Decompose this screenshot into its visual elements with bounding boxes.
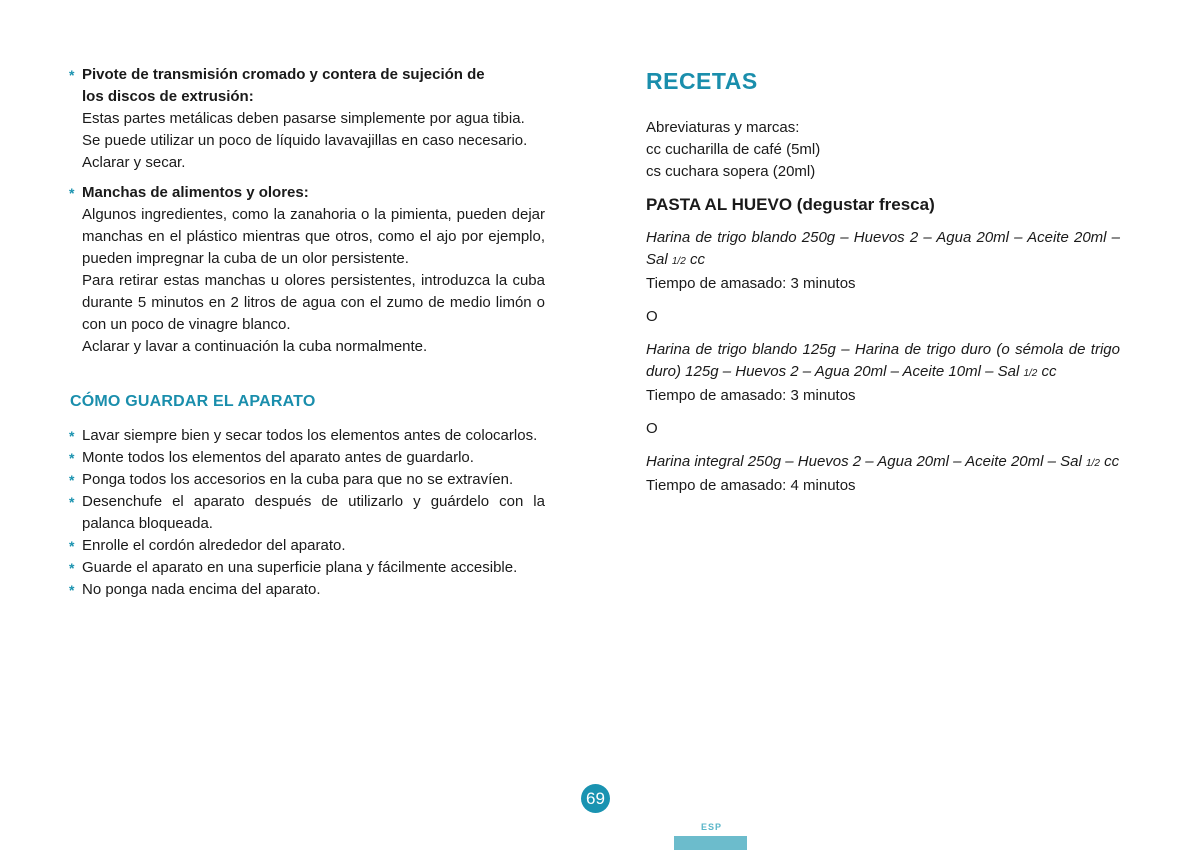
stains-body: Algunos ingredientes, como la zanahoria o la pimienta, pueden dejar manchas en el plástico mientras que otros, como el ajo por ejemplo, pueden impregnar la cuba de un olor persistente. [82, 206, 545, 267]
list-item: * No ponga nada encima del aparato. [70, 579, 545, 601]
asterisk-icon: * [69, 560, 75, 576]
asterisk-icon: * [69, 472, 75, 488]
abbrev-cs: cs cuchara sopera (20ml) [646, 163, 816, 180]
abbreviations [646, 117, 1120, 183]
asterisk-icon: * [69, 428, 75, 444]
recipe-ingredients: Harina integral 250g – Huevos 2 – Agua 20ml – Aceite 20ml – Sal 1/2 cc [646, 453, 1120, 470]
asterisk-icon: * [69, 67, 75, 83]
stains-title: Manchas de alimentos y olores: [82, 184, 309, 201]
recipe-time: Tiempo de amasado: 4 minutos [646, 477, 856, 494]
asterisk-icon: * [69, 494, 75, 510]
list-item: * Monte todos los elementos del aparato antes de guardarlo. [70, 447, 545, 469]
recipe-2 [646, 339, 1120, 407]
language-label: ESP [701, 822, 723, 832]
recipe-time: Tiempo de amasado: 3 minutos [646, 387, 856, 404]
abbrev-cc: cc cucharilla de café (5ml) [646, 141, 821, 158]
storage-list [70, 425, 545, 601]
recipe-1 [646, 227, 1120, 295]
abbrev-label: Abreviaturas y marcas: [646, 119, 800, 136]
pivot-body-line: Se puede utilizar un poco de líquido lavavajillas en caso necesario. [82, 132, 528, 149]
left-column [70, 64, 545, 601]
page-number: 69 [581, 784, 610, 813]
bullet-pivot [70, 64, 545, 174]
recipe-time: Tiempo de amasado: 3 minutos [646, 275, 856, 292]
asterisk-icon: * [69, 450, 75, 466]
recipe-ingredients: Harina de trigo blando 125g – Harina de trigo duro (o sémola de trigo duro) 125g – Huevos 2 – Agua 20ml – Aceite 10ml – Sal 1/2 cc [646, 341, 1120, 380]
language-bar [674, 836, 747, 850]
asterisk-icon: * [69, 185, 75, 201]
list-item: * Guarde el aparato en una superficie plana y fácilmente accesible. [70, 557, 545, 579]
or-separator: O [646, 420, 658, 437]
recipe-ingredients: Harina de trigo blando 250g – Huevos 2 – Agua 20ml – Aceite 20ml – Sal 1/2 cc [646, 229, 1120, 268]
list-item: * Desenchufe el aparato después de utilizarlo y guárdelo con la palanca bloqueada. [69, 493, 545, 532]
pivot-body-line: Aclarar y secar. [82, 154, 186, 171]
or-separator: O [646, 308, 658, 325]
stains-body: Para retirar estas manchas u olores persistentes, introduzca la cuba durante 5 minutos en 2 litros de agua con el zumo de medio limón o con un poco de vinagre blanco. [82, 272, 545, 333]
pivot-title-line2: los discos de extrusión: [82, 88, 254, 105]
recipe-title: PASTA AL HUEVO (degustar fresca) [646, 195, 935, 214]
asterisk-icon: * [69, 538, 75, 554]
list-item: * Lavar siempre bien y secar todos los elementos antes de colocarlos. [70, 425, 545, 447]
storage-section-title: CÓMO GUARDAR EL APARATO [70, 393, 316, 410]
list-item: * Ponga todos los accesorios en la cuba para que no se extravíen. [70, 469, 545, 491]
stains-body: Aclarar y lavar a continuación la cuba normalmente. [82, 338, 428, 355]
right-column [646, 64, 1120, 497]
bullet-stains [70, 182, 545, 358]
pivot-title-line1: Pivote de transmisión cromado y contera de sujeción de [82, 66, 485, 83]
asterisk-icon: * [69, 582, 75, 598]
recipe-3 [646, 451, 1120, 497]
recipes-title: RECETAS [646, 68, 758, 94]
pivot-body-line: Estas partes metálicas deben pasarse simplemente por agua tibia. [82, 110, 525, 127]
list-item: * Enrolle el cordón alrededor del aparato. [70, 535, 545, 557]
